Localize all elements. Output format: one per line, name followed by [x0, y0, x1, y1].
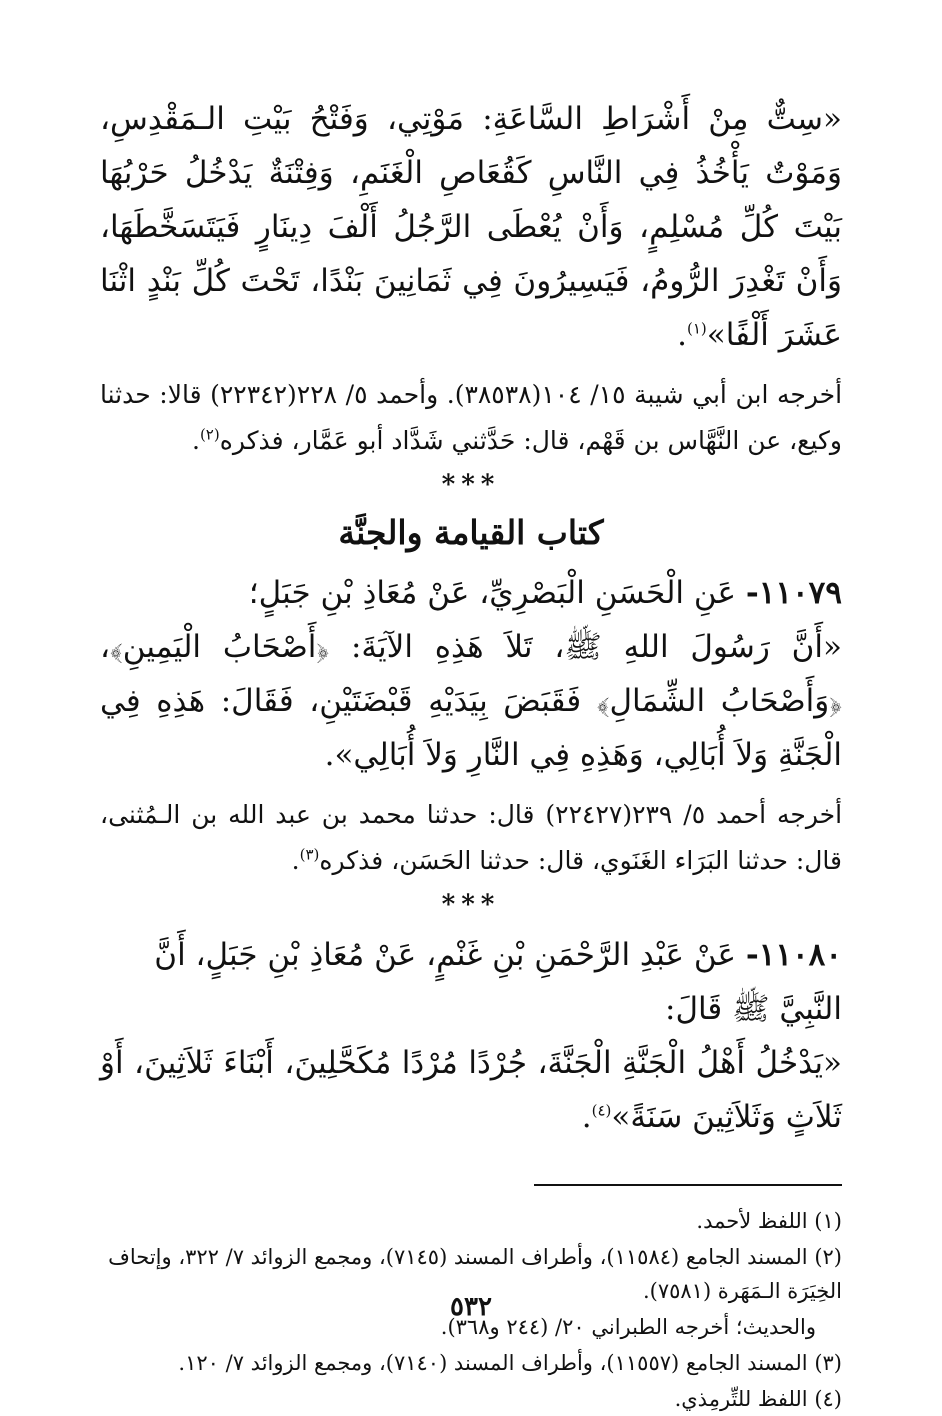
footnote-divider: [534, 1184, 842, 1186]
hadith-1079-takhrij: أخرجه أحمد ٥/ ٢٣٩(٢٢٤٢٧) قال: حدثنا محمد بن عبد الله بن الـمُثنى، قال: حدثنا البَرَاء الغَنَوي، قال: حدثنا الحَسَن، فذكره$^{(٣)}$.: [100, 800, 843, 875]
footnote-ref: (٤): [591, 1101, 612, 1120]
hadith-chain: عَنْ عَبْدِ الرَّحْمَنِ بْنِ غَنْمٍ، عَنْ مُعَاذِ بْنِ جَبَلٍ، أَنَّ النَّبِيَّ ﷺ قَالَ:: [154, 937, 842, 1027]
hadith-body: «سِتٌّ مِنْ أَشْرَاطِ السَّاعَةِ: مَوْتِي، وَفَتْحُ بَيْتِ الـمَقْدِسِ، وَمَوْتٌ يَأْخُذُ فِي النَّاسِ كَقُعَاصِ الْغَنَمِ، وَفِتْنَةٌ يَدْخُلُ حَرْبُهَا بَيْتَ كُلِّ مُسْلِمٍ، وَأَنْ يُعْطَى الرَّجُلُ أَلْفَ دِينَارٍ فَيَتَسَخَّطَهَا، وَأَنْ تَغْدِرَ الرُّومُ، فَيَسِيرُونَ فِي ثَمَانِينَ بَنْدًا، تَحْتَ كُلِّ بَنْدٍ اثْنَا عَشَرَ أَلْفًا»: [100, 101, 842, 353]
hadith-body: «يَدْخُلُ أَهْلُ الْجَنَّةِ الْجَنَّةَ، جُرْدًا مُرْدًا مُكَحَّلِينَ، أَبْنَاءَ ثَلاَثِينَ، أَوْ ثَلاَثٍ وَثَلاَثِينَ سَنَةً»: [100, 1045, 842, 1135]
footnote-ref: (٢): [199, 425, 220, 444]
footnote-2-continued: والحديث؛ أخرجه الطبراني ٢٠/ (٢٤٤ و٣٦٨).: [440, 1315, 816, 1339]
hadith-number: ١١٠٨٠-: [745, 937, 842, 973]
footnote-1: (١) اللفظ لأحمد.: [696, 1209, 842, 1233]
footnote-3: (٣) المسند الجامع (١١٥٥٧)، وأطراف المسند (٧١٤٠)، ومجمع الزوائد ٧/ ١٢٠.: [178, 1351, 842, 1375]
hadith-1079-heading: [100, 566, 842, 620]
footnote-ref: (١): [686, 319, 707, 338]
hadith-1080-heading: [100, 928, 842, 1036]
section-separator: ***: [441, 890, 501, 920]
hadith-number: ١١٠٧٩-: [745, 575, 842, 611]
hadith-text: «سِتٌّ مِنْ أَشْرَاطِ السَّاعَةِ: مَوْتِي، وَفَتْحُ بَيْتِ الـمَقْدِسِ، وَمَوْتٌ يَأْخُذُ فِي النَّاسِ كَقُعَاصِ الْغَنَمِ، وَفِتْنَةٌ يَدْخُلُ حَرْبُهَا بَيْتَ كُلِّ مُسْلِمٍ، وَأَنْ يُعْطَى الرَّجُلُ أَلْفَ دِينَارٍ فَيَتَسَخَّطَهَا، وَأَنْ تَغْدِرَ الرُّومُ، فَيَسِيرُونَ فِي ثَمَانِينَ بَنْدًا، تَحْتَ كُلِّ بَنْدٍ اثْنَا عَشَرَ أَلْفًا»$^{(١)}$.: [100, 101, 842, 353]
section-separator: ***: [441, 470, 501, 500]
page-number: ٥٣٢: [450, 1292, 492, 1322]
hadith-1080-text: «يَدْخُلُ أَهْلُ الْجَنَّةِ الْجَنَّةَ، جُرْدًا مُرْدًا مُكَحَّلِينَ، أَبْنَاءَ ثَلاَثِينَ، أَوْ ثَلاَثٍ وَثَلاَثِينَ سَنَةً»$^{(٤)}$.: [100, 1045, 842, 1135]
hadith-1079-text: «أَنَّ رَسُولَ اللهِ ﷺ، تَلاَ هَذِهِ الآيَةَ: ﴿أَصْحَابُ الْيَمِينِ﴾، ﴿وَأَصْحَابُ الشِّمَالِ﴾ فَقَبَضَ بِيَدَيْهِ قَبْضَتَيْنِ، فَقَالَ: هَذِهِ فِي الْجَنَّةِ وَلاَ أُبَالِي، وَهَذِهِ فِي النَّارِ وَلاَ أُبَالِي».: [100, 629, 842, 773]
takhrij-body: أخرجه ابن أبي شيبة ١٥/ ١٠٤(٣٨٥٣٨). وأحمد ٥/ ٢٢٨(٢٢٣٤٢) قالا: حدثنا وكيع، عن النَّهَّاس بن قَهْم، قال: حَدَّثني شَدَّاد أبو عَمَّار، فذكره: [100, 380, 843, 455]
footnote-ref: (٣): [299, 845, 320, 864]
takhrij-text: أخرجه ابن أبي شيبة ١٥/ ١٠٤(٣٨٥٣٨). وأحمد ٥/ ٢٢٨(٢٢٣٤٢) قالا: حدثنا وكيع، عن النَّهَّاس بن قَهْم، قال: حَدَّثني شَدَّاد أبو عَمَّار، فذكره$^{(٢)}$.: [100, 380, 843, 455]
hadith-chain: عَنِ الْحَسَنِ الْبَصْرِيِّ، عَنْ مُعَاذِ بْنِ جَبَلٍ؛: [248, 575, 736, 611]
book-title: كتاب القيامة والجنَّة: [338, 513, 604, 552]
footnote-4: (٤) اللفظ للتِّرمِذي.: [674, 1387, 842, 1411]
footnote-2: (٢) المسند الجامع (١١٥٨٤)، وأطراف المسند (٧١٤٥)، ومجمع الزوائد ٧/ ٣٢٢، وإتحاف الخِيَرَة الـمَهَرة (٧٥٨١).: [108, 1245, 842, 1303]
takhrij-body: أخرجه أحمد ٥/ ٢٣٩(٢٢٤٢٧) قال: حدثنا محمد بن عبد الله بن الـمُثنى، قال: حدثنا البَرَاء الغَنَوي، قال: حدثنا الحَسَن، فذكره: [100, 800, 843, 875]
